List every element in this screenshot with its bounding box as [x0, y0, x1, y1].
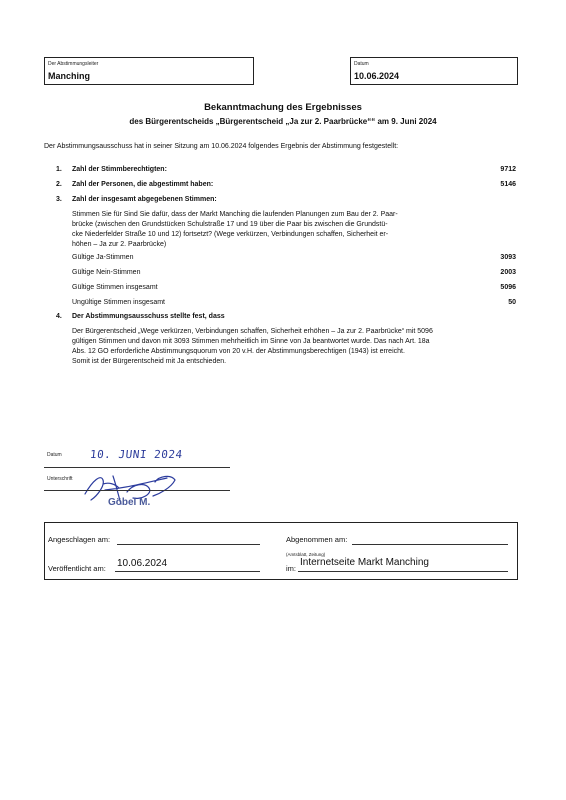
- item-3-label: Zahl der insgesamt abgegebenen Stimmen:: [72, 196, 217, 203]
- name-stamp: Göbel M.: [108, 497, 151, 508]
- leader-label: Der Abstimmungsleiter: [48, 61, 99, 67]
- published-label: Veröffentlicht am:: [48, 564, 106, 573]
- item-2-number: 2.: [56, 181, 62, 188]
- signature-date-label: Datum: [47, 452, 62, 458]
- vote-yes-label: Gültige Ja-Stimmen: [72, 254, 134, 261]
- question-line-3: cke Niederfelder Straße 10 und 12) fortsetzt? (Wege verkürzen, Verbindungen schaffen, Sicherheit er-: [72, 231, 389, 238]
- leader-value: Manching: [48, 71, 90, 81]
- vote-valid-value: 5096: [500, 284, 516, 291]
- vote-no-value: 2003: [500, 269, 516, 276]
- question-line-4: höhen – Ja zur 2. Paarbrücke): [72, 241, 167, 248]
- date-value: 10.06.2024: [354, 71, 400, 81]
- item-1-number: 1.: [56, 166, 62, 173]
- finding-line-3: Abs. 12 GO erforderliche Abstimmungsquorum von 20 v.H. der Abstimmungsberechtigen (1943) ist erreicht.: [72, 348, 405, 355]
- removed-label: Abgenommen am:: [286, 535, 348, 544]
- vote-yes-value: 3093: [500, 254, 516, 261]
- posted-line[interactable]: [117, 544, 260, 545]
- vote-no-label: Gültige Nein-Stimmen: [72, 269, 141, 276]
- signature-underline: [44, 490, 230, 491]
- removed-line[interactable]: [352, 544, 508, 545]
- page-subtitle: des Bürgerentscheids „Bürgerentscheid „Ja zur 2. Paarbrücke““ am 9. Juni 2024: [129, 117, 437, 126]
- medium-line[interactable]: [298, 571, 508, 572]
- finding-line-4: Somit ist der Bürgerentscheid mit Ja entschieden.: [72, 358, 227, 365]
- date-underline: [44, 467, 230, 468]
- published-value: 10.06.2024: [117, 558, 168, 569]
- posted-label: Angeschlagen am:: [48, 535, 111, 544]
- medium-hint: (Amtsblatt, Zeitung): [286, 552, 326, 557]
- signature-label: Unterschrift: [47, 476, 73, 482]
- item-1-value: 9712: [500, 166, 516, 173]
- published-line[interactable]: [115, 571, 260, 572]
- item-3-number: 3.: [56, 196, 62, 203]
- date-stamp: 10. JUNI 2024: [89, 448, 184, 461]
- finding-line-2: gültigen Stimmen und davon mit 3093 Stimmen mehrheitlich im Sinne von Ja beantwortet wurde. Das nach Art. 18a: [72, 338, 430, 345]
- medium-label: im:: [286, 564, 296, 573]
- finding-line-1: Der Bürgerentscheid „Wege verkürzen, Verbindungen schaffen, Sicherheit erhöhen – Ja zur 2. Paarbrücke“ mit 5096: [72, 328, 433, 335]
- item-1-label: Zahl der Stimmberechtigten:: [72, 166, 167, 173]
- medium-value: Internetseite Markt Manching: [300, 557, 429, 568]
- intro-text: Der Abstimmungsausschuss hat in seiner Sitzung am 10.06.2024 folgendes Ergebnis der Abstimmung festgestellt:: [44, 143, 399, 150]
- item-4-number: 4.: [56, 313, 62, 320]
- item-4-label: Der Abstimmungsausschuss stellte fest, dass: [72, 313, 225, 320]
- date-label: Datum: [354, 61, 369, 67]
- vote-invalid-label: Ungültige Stimmen insgesamt: [72, 299, 165, 306]
- vote-invalid-value: 50: [508, 299, 516, 306]
- vote-valid-label: Gültige Stimmen insgesamt: [72, 284, 158, 291]
- page-title: Bekanntmachung des Ergebnisses: [204, 102, 362, 113]
- question-line-1: Stimmen Sie für Sind Sie dafür, dass der Markt Manching die laufenden Planungen zum Bau der 2. Paar-: [72, 211, 398, 218]
- item-2-label: Zahl der Personen, die abgestimmt haben:: [72, 181, 214, 188]
- question-line-2: brücke (zwischen den Grundstücken Schulstraße 17 und 19 über die Paar bis zwischen die Grundstü-: [72, 221, 388, 228]
- item-2-value: 5146: [500, 181, 516, 188]
